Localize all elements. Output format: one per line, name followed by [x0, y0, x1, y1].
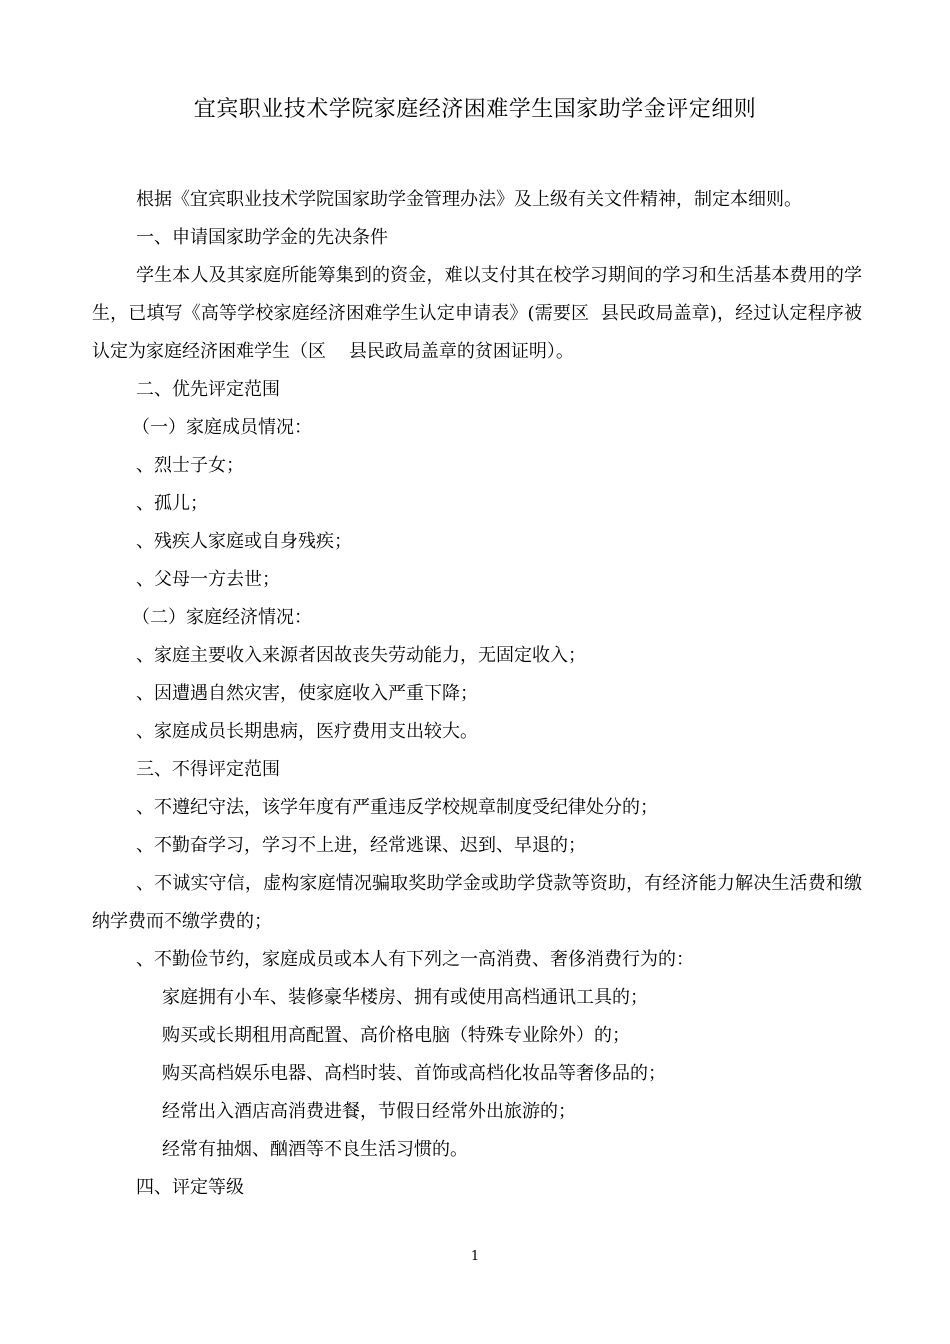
sub-list-item: 购买高档娱乐电器、高档时装、首饰或高档化妆品等奢侈品的；	[162, 1063, 666, 1084]
sub-list-item: 家庭拥有小车、装修豪华楼房、拥有或使用高档通讯工具的；	[162, 987, 648, 1008]
list-item: 、父母一方去世；	[136, 569, 280, 590]
section-heading-1: 一、申请国家助学金的先决条件	[136, 227, 388, 248]
section-heading-3: 三、不得评定范围	[136, 759, 280, 780]
subsection-heading-family-members: （一）家庭成员情况：	[132, 417, 312, 438]
section-heading-2: 二、优先评定范围	[136, 379, 280, 400]
list-item: 、因遭遇自然灾害，使家庭收入严重下降；	[136, 683, 478, 704]
section-1-paragraph: 学生本人及其家庭所能筹集到的资金，难以支付其在校学习期间的学习和生活基本费用的学生，已填写《高等学校家庭经济困难学生认定申请表》(需要区 县民政局盖章)，经过认定程序被认定为家庭经济困难学生（区 县民政局盖章的贫困证明）。	[92, 265, 862, 362]
list-item: 、烈士子女；	[136, 455, 244, 476]
sub-list-item: 经常出入酒店高消费进餐，节假日经常外出旅游的；	[162, 1101, 576, 1122]
list-item: 、不诚实守信，虚构家庭情况骗取奖助学金或助学贷款等资助，有经济能力解决生活费和缴纳学费而不缴学费的；	[92, 873, 862, 932]
section-heading-4: 四、评定等级	[136, 1177, 244, 1198]
intro-paragraph: 根据《宜宾职业技术学院国家助学金管理办法》及上级有关文件精神，制定本细则。	[136, 189, 802, 210]
page-number: 1	[470, 1249, 480, 1264]
list-item: 、不遵纪守法，该学年度有严重违反学校规章制度受纪律处分的；	[136, 797, 658, 818]
list-item: 、孤儿；	[136, 493, 208, 514]
list-item: 、不勤奋学习，学习不上进，经常逃课、迟到、早退的；	[136, 835, 586, 856]
list-item: 、家庭主要收入来源者因故丧失劳动能力，无固定收入；	[136, 645, 586, 666]
sub-list-item: 购买或长期租用高配置、高价格电脑（特殊专业除外）的；	[162, 1025, 630, 1046]
document-title: 宜宾职业技术学院家庭经济困难学生国家助学金评定细则	[193, 97, 757, 122]
list-item: 、不勤俭节约，家庭成员或本人有下列之一高消费、奢侈消费行为的：	[136, 949, 694, 970]
list-item: 、残疾人家庭或自身残疾；	[136, 531, 352, 552]
sub-list-item: 经常有抽烟、酗酒等不良生活习惯的。	[162, 1139, 468, 1160]
list-item: 、家庭成员长期患病，医疗费用支出较大。	[136, 721, 478, 742]
subsection-heading-family-economy: （二）家庭经济情况：	[132, 607, 312, 628]
document-body	[92, 181, 862, 1207]
